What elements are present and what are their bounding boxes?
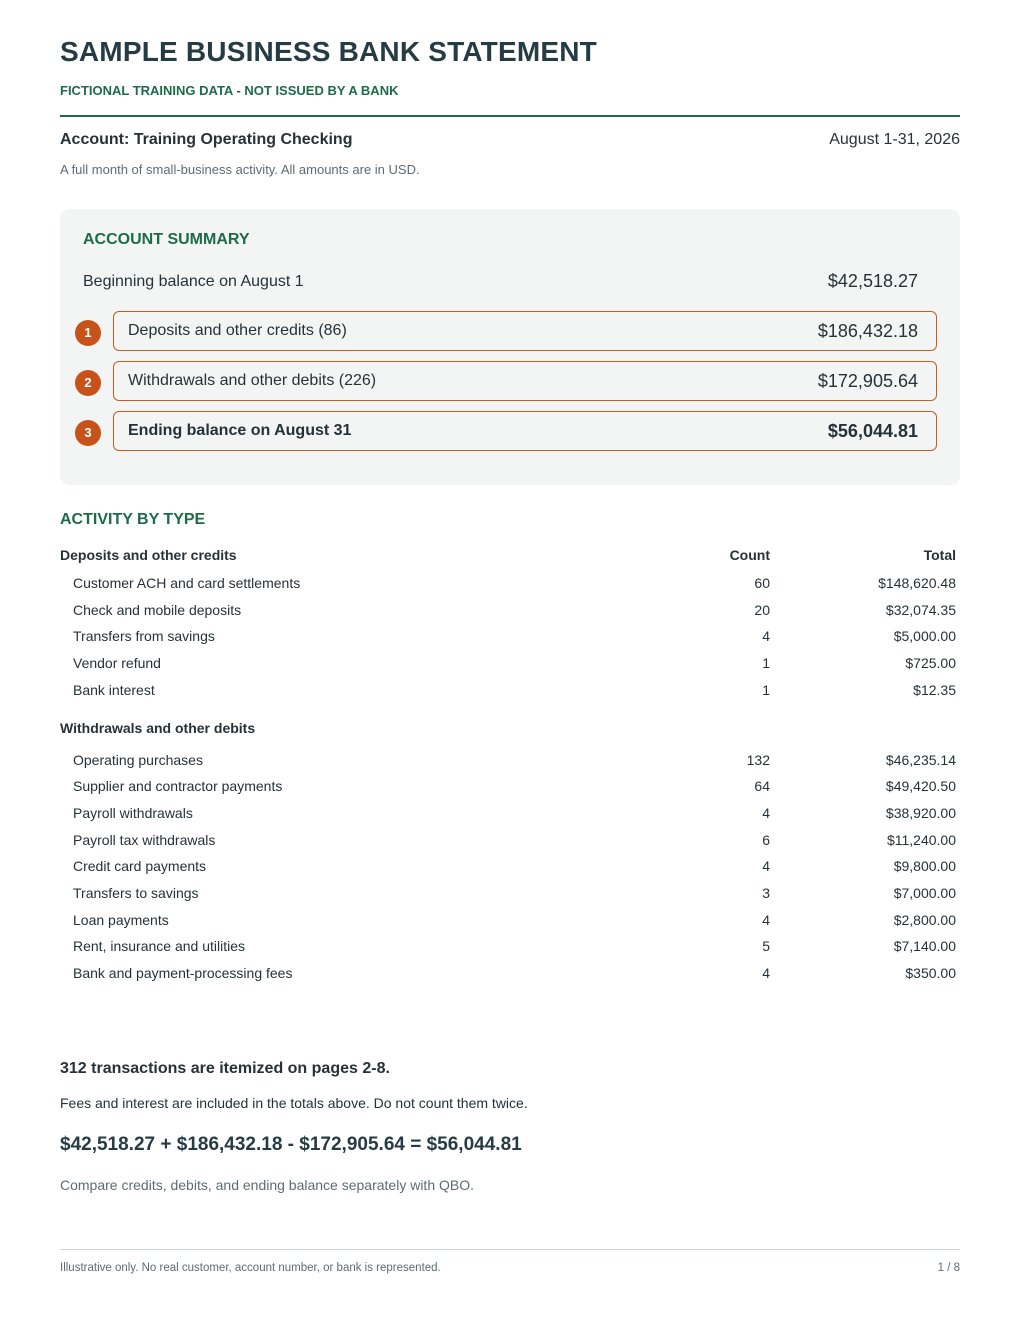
table-row [60,628,960,648]
activity-total: $46,235.14 [885,752,956,768]
debits-group-heading: Withdrawals and other debits [60,720,256,736]
activity-count: 4 [762,858,770,874]
activity-name: Rent, insurance and utilities [73,938,245,954]
activity-name: Operating purchases [73,752,203,768]
account-name: Account: Training Operating Checking [60,131,353,148]
activity-total: $5,000.00 [893,628,956,644]
activity-name: Supplier and contractor payments [73,778,283,794]
summary-row-value: $186,432.18 [817,321,918,341]
activity-name: Check and mobile deposits [73,602,242,618]
activity-total: $2,800.00 [893,912,956,928]
activity-name: Bank interest [73,682,155,698]
activity-count: 1 [762,682,770,698]
marker-3-badge: 3 [75,420,101,446]
activity-count: 64 [754,778,770,794]
table-row [60,752,960,772]
fees-note: Fees and interest are included in the totals above. Do not count them twice. [60,1095,528,1111]
activity-count: 5 [762,938,770,954]
summary-row-label: Deposits and other credits (86) [128,322,347,339]
activity-total: $9,800.00 [893,858,956,874]
activity-count: 132 [746,752,770,768]
footer-divider [60,1249,960,1250]
activity-name: Transfers from savings [73,628,215,644]
beginning-balance-label: Beginning balance on August 1 [83,273,304,290]
statement-description: A full month of small-business activity. All amounts are in USD. [60,162,420,177]
activity-name: Vendor refund [73,655,161,671]
summary-row-ending-balance [113,411,937,451]
activity-total: $32,074.35 [885,602,956,618]
activity-total: $11,240.00 [886,832,956,848]
table-row [60,575,960,595]
table-row [60,805,960,825]
activity-count: 3 [762,885,770,901]
activity-name: Transfers to savings [73,885,199,901]
activity-total: $7,000.00 [893,885,956,901]
table-row [60,885,960,905]
account-summary-panel [60,209,960,485]
activity-name: Loan payments [73,912,169,928]
activity-total: $49,420.50 [885,778,956,794]
table-row [60,682,960,702]
activity-heading: ACTIVITY BY TYPE [60,511,206,528]
marker-2-badge: 2 [75,370,101,396]
summary-row-value: $56,044.81 [827,421,918,441]
credits-group-heading: Deposits and other credits [60,547,237,563]
table-row [60,832,960,852]
activity-total: $38,920.00 [885,805,956,821]
activity-total: $12.35 [913,682,956,698]
statement-period: August 1-31, 2026 [829,131,960,148]
activity-total: $148,620.48 [878,575,956,591]
activity-count: 4 [762,805,770,821]
activity-name: Payroll withdrawals [73,805,193,821]
page-subtitle: FICTIONAL TRAINING DATA - NOT ISSUED BY A BANK [60,83,399,98]
itemized-note: 312 transactions are itemized on pages 2-8. [60,1060,390,1077]
activity-count: 4 [762,965,770,981]
activity-name: Customer ACH and card settlements [73,575,301,591]
summary-row-withdrawals [113,361,937,401]
summary-row-label: Ending balance on August 31 [128,422,352,439]
table-row [60,602,960,622]
balance-equation: $42,518.27 + $186,432.18 - $172,905.64 = $56,044.81 [60,1134,522,1155]
beginning-balance-value: $42,518.27 [827,271,918,291]
table-row [60,938,960,958]
footer-disclaimer: Illustrative only. No real customer, account number, or bank is represented. [60,1262,441,1274]
table-row [60,778,960,798]
activity-count: 4 [762,628,770,644]
activity-name: Credit card payments [73,858,207,874]
activity-total: $350.00 [905,965,956,981]
count-column-header: Count [729,547,770,563]
account-summary-heading: ACCOUNT SUMMARY [83,231,250,248]
activity-total: $725.00 [905,655,956,671]
table-row [60,858,960,878]
activity-count: 6 [762,832,770,848]
page-title: SAMPLE BUSINESS BANK STATEMENT [60,36,597,67]
activity-count: 60 [754,575,770,591]
table-row [60,912,960,932]
activity-count: 20 [754,602,770,618]
header-divider [60,115,960,117]
activity-name: Payroll tax withdrawals [73,832,216,848]
summary-row-deposits [113,311,937,351]
table-row [60,655,960,675]
compare-note: Compare credits, debits, and ending balance separately with QBO. [60,1177,475,1193]
activity-total: $7,140.00 [893,938,956,954]
statement-page [60,0,960,1320]
table-row [60,965,960,985]
activity-count: 1 [762,655,770,671]
page-number: 1 / 8 [937,1262,960,1274]
activity-count: 4 [762,912,770,928]
marker-1-badge: 1 [75,320,101,346]
total-column-header: Total [923,547,956,563]
activity-name: Bank and payment-processing fees [73,965,293,981]
summary-row-value: $172,905.64 [817,371,918,391]
summary-row-label: Withdrawals and other debits (226) [128,372,377,389]
